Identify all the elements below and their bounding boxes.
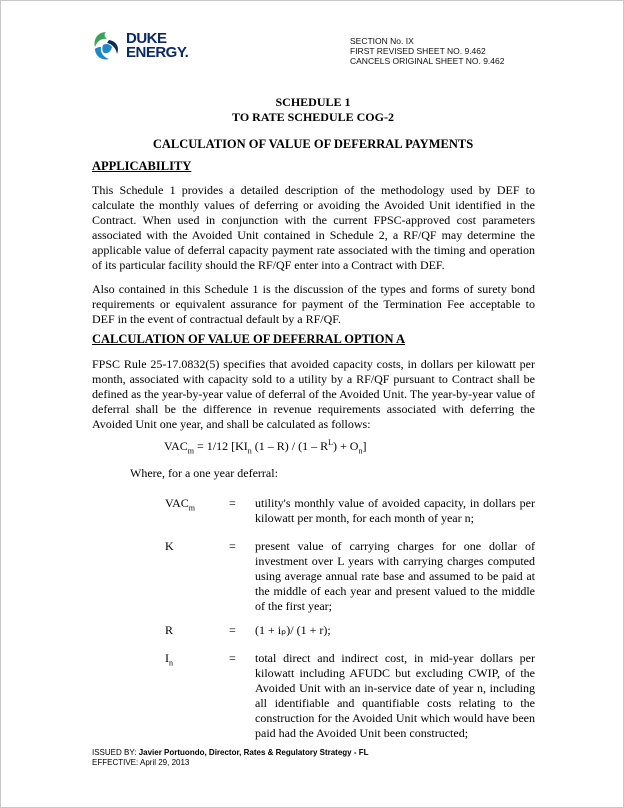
eq-part1: = 1/12 [KI bbox=[194, 439, 248, 453]
def-symbol-sub: m bbox=[188, 503, 196, 513]
def-equals: = bbox=[229, 539, 236, 553]
applicability-paragraph-1: This Schedule 1 provides a detailed description of the methodology used by DEF to calculate the monthly values of deferring or avoiding the Avoided Unit identified in the Contract. When used in conjunction with the current FPSC-approved cost parameters associated with the Avoided Unit contained in Schedule 2, a RF/QF may determine the applicable value of deferral capacity payment rate associated with the timing and operation of its particular facility should the RF/QF enter into a Contract with DEF. bbox=[92, 183, 535, 272]
footer bbox=[92, 748, 369, 768]
eq-lhs: VAC bbox=[164, 439, 188, 453]
sheet-info bbox=[350, 36, 504, 66]
option-a-paragraph: FPSC Rule 25-17.0832(5) specifies that avoided capacity costs, in dollars per kilowatt per month, associated with capacity sold to a utility by a RF/QF pursuant to Contract shall be defined as the year-by-year value of deferral of the Avoided Unit. The year-by-year value of deferral shall be the difference in revenue requirements associated with deferring the Avoided Unit one year, and shall be calculated as follows: bbox=[92, 357, 535, 431]
eq-part3: ) + O bbox=[333, 439, 359, 453]
def-symbol-sub: n bbox=[169, 658, 173, 668]
issued-by-value: Javier Portuondo, Director, Rates & Regulatory Strategy - FL bbox=[138, 748, 369, 757]
logo-text-energy: ENERGY. bbox=[126, 44, 189, 61]
issued-by-line bbox=[92, 748, 369, 758]
def-equals: = bbox=[229, 651, 236, 665]
applicability-heading: APPLICABILITY bbox=[92, 159, 192, 173]
def-equals: = bbox=[229, 496, 236, 510]
eq-part2-sup: L bbox=[328, 438, 334, 447]
cancels-sheet: CANCELS ORIGINAL SHEET NO. 9.462 bbox=[350, 56, 505, 66]
def-text-k: present value of carrying charges for one dollar of investment over L years with carrying charges computed using average annual rate base and assumed to be paid at the middle of each year and present valued to the middle of the first year; bbox=[255, 539, 535, 613]
calculation-title: CALCULATION OF VALUE OF DEFERRAL PAYMENTS bbox=[152, 137, 474, 151]
eq-part3-sub: n bbox=[358, 446, 363, 456]
def-symbol-text: I bbox=[165, 651, 169, 665]
def-symbol-vacm bbox=[165, 496, 195, 512]
def-text-r: (1 + iₚ)/ (1 + r); bbox=[255, 623, 331, 637]
def-text-in: total direct and indirect cost, in mid-year dollars per kilowatt including AFUDC but excluding CWIP, of the Avoided Unit with an in-service date of year n, including all identifiable and quantifiable costs relating to the construction for the Avoided Unit which would have been paid had the Avoided Unit been constructed; bbox=[255, 651, 535, 740]
applicability-paragraph-2: Also contained in this Schedule 1 is the discussion of the types and forms of surety bond requirements or equivalent assurance for payment of the Termination Fee acceptable to DEF in the event of contractual default by a RF/QF. bbox=[92, 282, 535, 326]
def-symbol-text: R bbox=[165, 623, 174, 637]
def-text-vacm: utility's monthly value of avoided capacity, in dollars per kilowatt per month, for each month of year n; bbox=[255, 496, 535, 525]
eq-part2: (1 – R) / (1 – R bbox=[251, 439, 329, 453]
duke-energy-logo bbox=[89, 29, 188, 63]
option-a-heading: CALCULATION OF VALUE OF DEFERRAL OPTION A bbox=[92, 332, 406, 346]
logo-text-duke: DUKE bbox=[126, 30, 167, 47]
def-symbol-in bbox=[165, 651, 173, 667]
where-text: Where, for a one year deferral: bbox=[130, 466, 278, 480]
revised-sheet: FIRST REVISED SHEET NO. 9.462 bbox=[350, 46, 486, 56]
effective-date: EFFECTIVE: April 29, 2013 bbox=[92, 758, 190, 767]
def-symbol-r bbox=[165, 623, 173, 638]
def-equals: = bbox=[229, 623, 236, 637]
vac-equation bbox=[164, 438, 366, 455]
def-symbol-k bbox=[165, 539, 174, 554]
eq-lhs-sub: m bbox=[187, 446, 195, 456]
eq-part4: ] bbox=[362, 439, 367, 453]
schedule-title: SCHEDULE 1 bbox=[275, 95, 351, 109]
section-number: SECTION No. IX bbox=[350, 36, 414, 46]
issued-by-label: ISSUED BY: bbox=[92, 748, 139, 757]
def-symbol-text: VAC bbox=[165, 496, 189, 510]
eq-part1-sub: n bbox=[247, 446, 252, 456]
duke-energy-logo-icon bbox=[89, 29, 123, 63]
schedule-subtitle: TO RATE SCHEDULE COG-2 bbox=[232, 110, 394, 124]
def-symbol-text: K bbox=[165, 539, 174, 553]
